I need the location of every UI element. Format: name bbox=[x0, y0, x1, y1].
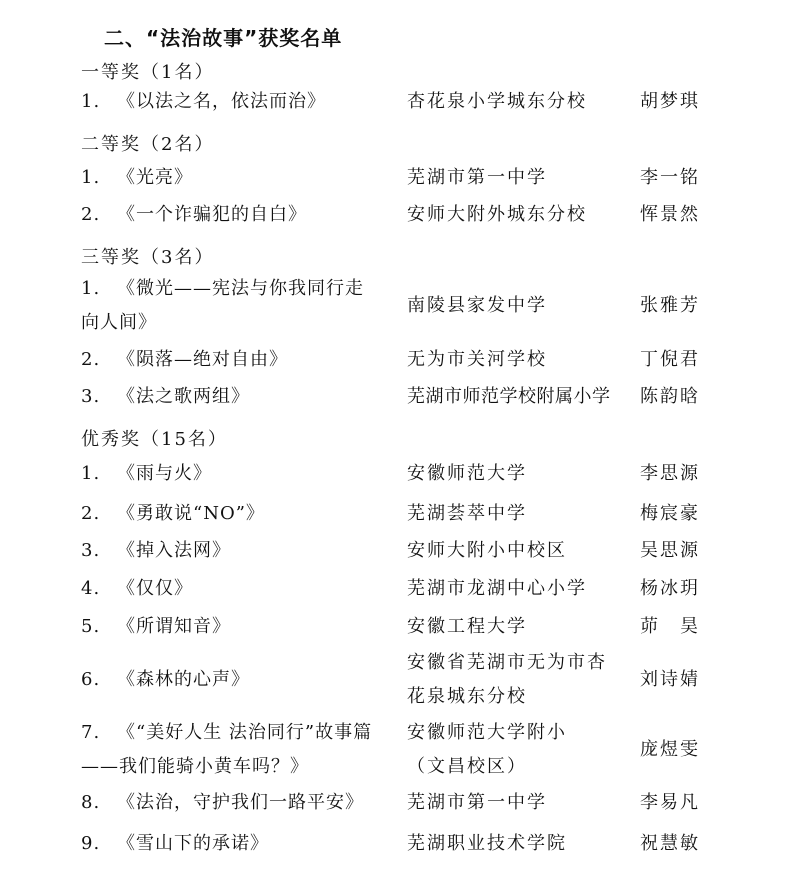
entry-title-continued: 向人间》 bbox=[81, 312, 157, 333]
category-second-prize: 二等奖（2名） bbox=[81, 134, 215, 155]
entry-school: 无为市关河学校 bbox=[407, 349, 547, 370]
entry-name: 吴思源 bbox=[640, 540, 700, 561]
entry-school: 安徽工程大学 bbox=[407, 616, 527, 637]
category-first-prize: 一等奖（1名） bbox=[81, 62, 215, 83]
entry-title: 1. 《微光——宪法与你我同行走 bbox=[81, 278, 364, 299]
entry-title: 1. 《光亮》 bbox=[81, 167, 193, 188]
entry-school: 芜湖市龙湖中心小学 bbox=[407, 578, 587, 599]
entry-title: 7. 《“美好人生 法治同行”故事篇 bbox=[81, 722, 373, 743]
entry-title: 9. 《雪山下的承诺》 bbox=[81, 833, 269, 854]
entry-name: 杨冰玥 bbox=[640, 578, 700, 599]
entry-title-continued: ——我们能骑小黄车吗？》 bbox=[81, 756, 309, 777]
entry-school: 安徽师范大学 bbox=[407, 463, 527, 484]
entry-title: 3. 《法之歌两组》 bbox=[81, 386, 250, 407]
entry-title: 1. 《雨与火》 bbox=[81, 463, 212, 484]
entry-school: 安徽省芜湖市无为市杏 bbox=[407, 652, 607, 673]
entry-name: 丁倪君 bbox=[640, 349, 700, 370]
entry-name: 陈韵晗 bbox=[640, 386, 700, 407]
entry-name: 祝慧敏 bbox=[640, 833, 700, 854]
entry-name: 梅宸豪 bbox=[640, 503, 700, 524]
entry-title: 4. 《仅仅》 bbox=[81, 578, 193, 599]
page-heading: 二、“法治故事”获奖名单 bbox=[104, 26, 343, 50]
entry-title: 5. 《所谓知音》 bbox=[81, 616, 231, 637]
entry-title: 2. 《陨落—绝对自由》 bbox=[81, 349, 288, 370]
entry-name: 李一铭 bbox=[640, 167, 700, 188]
entry-title: 1. 《以法之名，依法而治》 bbox=[81, 91, 326, 112]
entry-name: 刘诗婧 bbox=[640, 669, 700, 690]
entry-school: 安徽师范大学附小 bbox=[407, 722, 567, 743]
entry-school-continued: （文昌校区） bbox=[407, 756, 527, 777]
entry-school: 芜湖职业技术学院 bbox=[407, 833, 567, 854]
entry-name: 茆 昊 bbox=[640, 616, 700, 637]
entry-school-continued: 花泉城东分校 bbox=[407, 686, 527, 707]
entry-school: 南陵县家发中学 bbox=[407, 295, 547, 316]
entry-title: 2. 《勇敢说“NO”》 bbox=[81, 503, 265, 524]
entry-school: 安师大附外城东分校 bbox=[407, 204, 587, 225]
entry-school: 安师大附小中校区 bbox=[407, 540, 567, 561]
entry-school: 芜湖市第一中学 bbox=[407, 167, 547, 188]
category-excellence-prize: 优秀奖（15名） bbox=[81, 429, 228, 450]
entry-title: 2. 《一个诈骗犯的自白》 bbox=[81, 204, 307, 225]
entry-school: 芜湖荟萃中学 bbox=[407, 503, 527, 524]
entry-school: 芜湖市第一中学 bbox=[407, 792, 547, 813]
entry-school: 杏花泉小学城东分校 bbox=[407, 91, 587, 112]
entry-name: 李易凡 bbox=[640, 792, 700, 813]
entry-name: 庞煜雯 bbox=[640, 739, 700, 760]
category-third-prize: 三等奖（3名） bbox=[81, 247, 215, 268]
entry-title: 6. 《森林的心声》 bbox=[81, 669, 250, 690]
entry-name: 李思源 bbox=[640, 463, 700, 484]
entry-name: 胡梦琪 bbox=[640, 91, 700, 112]
entry-title: 8. 《法治，守护我们一路平安》 bbox=[81, 792, 364, 813]
entry-school: 芜湖市师范学校附属小学 bbox=[407, 386, 611, 407]
entry-title: 3. 《掉入法网》 bbox=[81, 540, 231, 561]
entry-name: 张雅芳 bbox=[640, 295, 700, 316]
entry-name: 恽景然 bbox=[640, 204, 700, 225]
